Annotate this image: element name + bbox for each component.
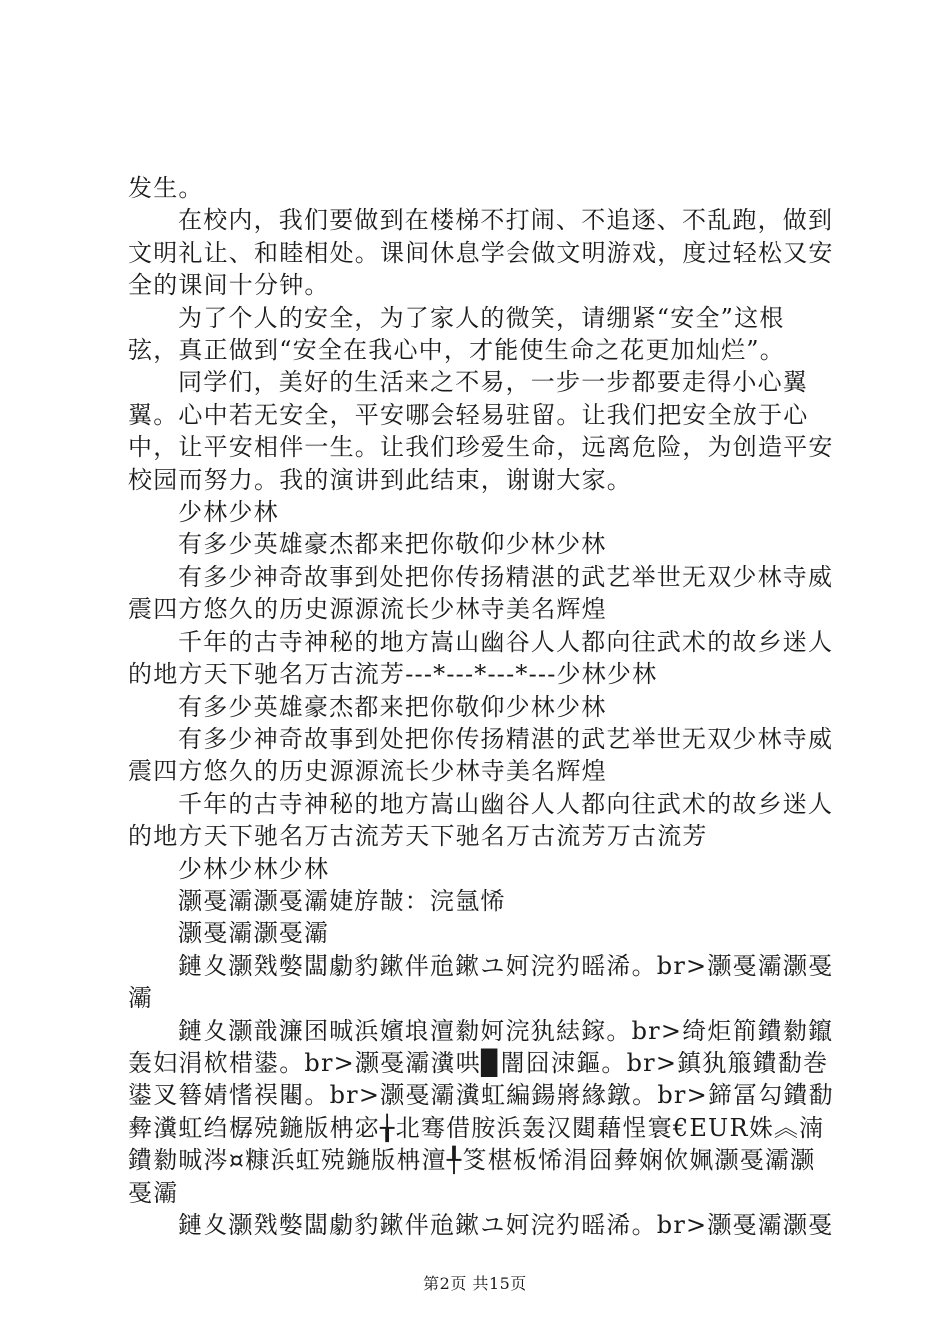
paragraph: 少林少林 — [178, 498, 279, 527]
paragraph: 发生。 — [128, 174, 204, 202]
paragraph: 千年的古寺神秘的地方嵩山幽谷人人都向往武术的故乡迷人的地方天下驰名万古流芳---*---*---*---少林少林 — [128, 627, 834, 689]
paragraph: 有多少神奇故事到处把你传扬精湛的武艺举世无双少林寺威震四方悠久的历史源源流长少林寺美名辉煌 — [128, 562, 834, 624]
paragraph: 灏戞灞灏戞灞 — [178, 919, 330, 948]
page-number-footer: 第2页 共15页 — [423, 1274, 527, 1293]
paragraph: 有多少英雄豪杰都来把你敬仰少林少林 — [178, 530, 607, 559]
paragraph: 鏈夊灏戣嫳闆勮豹鏉伴兘鏉ユ妸浣犳暚浠。br>灏戞灞灏戞灞 — [128, 951, 834, 1013]
paragraph: 为了个人的安全，为了家人的微笑，请绷紧“安全”这根弦，真正做到“安全在我心中，才能使生命之花更加灿烂”。 — [128, 303, 785, 365]
document-body — [128, 172, 834, 1241]
paragraph: 有多少神奇故事到处把你传扬精湛的武艺举世无双少林寺威震四方悠久的历史源源流长少林寺美名辉煌 — [128, 724, 834, 786]
paragraph: 少林少林少林 — [178, 854, 330, 883]
paragraph: 灏戞灞灏戞灞婕斿皵：浣氬悕 — [178, 886, 506, 915]
paragraph: 鏈夊灏戠濂囨晠浜嬪埌澶勬妸浣犱紶鎵。br>绮炬箾鐨勬鑹轰妇涓栨棤鍙。br>灏戞灞瀵哄▉闇囧洓鏂。br>鎮犱箙鐨勫巻鍙叉簮婧愭祦闀。br>灏戞灞瀵虹編鍚嶈緣鐓。br>鍗冨勾鐨勫彜瀵虹绉樼殑鍦版柟宓╁北骞借胺浜轰汉閮藉悜寰€EUR姝︽湳鐨勬晠涔¤糠浜虹殑鍦版柟澶╀笅椹板悕涓囧彜娴佽姵灏戞灞灏戞灞 — [128, 1016, 834, 1207]
paragraph: 同学们，美好的生活来之不易，一步一步都要走得小心翼翼。心中若无安全，平安哪会轻易驻留。让我们把安全放于心中，让平安相伴一生。让我们珍爱生命，远离危险，为创造平安校园而努力。我的演讲到此结束，谢谢大家。 — [128, 368, 834, 494]
paragraph: 在校内，我们要做到在楼梯不打闹、不追逐、不乱跑，做到文明礼让、和睦相处。课间休息学会做文明游戏，度过轻松又安全的课间十分钟。 — [128, 206, 834, 300]
paragraph: 鏈夊灏戣嫳闆勮豹鏉伴兘鏉ユ妸浣犳暚浠。br>灏戞灞灏戞 — [178, 1211, 834, 1239]
paragraph: 有多少英雄豪杰都来把你敬仰少林少林 — [178, 692, 607, 721]
paragraph: 千年的古寺神秘的地方嵩山幽谷人人都向往武术的故乡迷人的地方天下驰名万古流芳天下驰名万古流芳万古流芳 — [128, 789, 834, 851]
